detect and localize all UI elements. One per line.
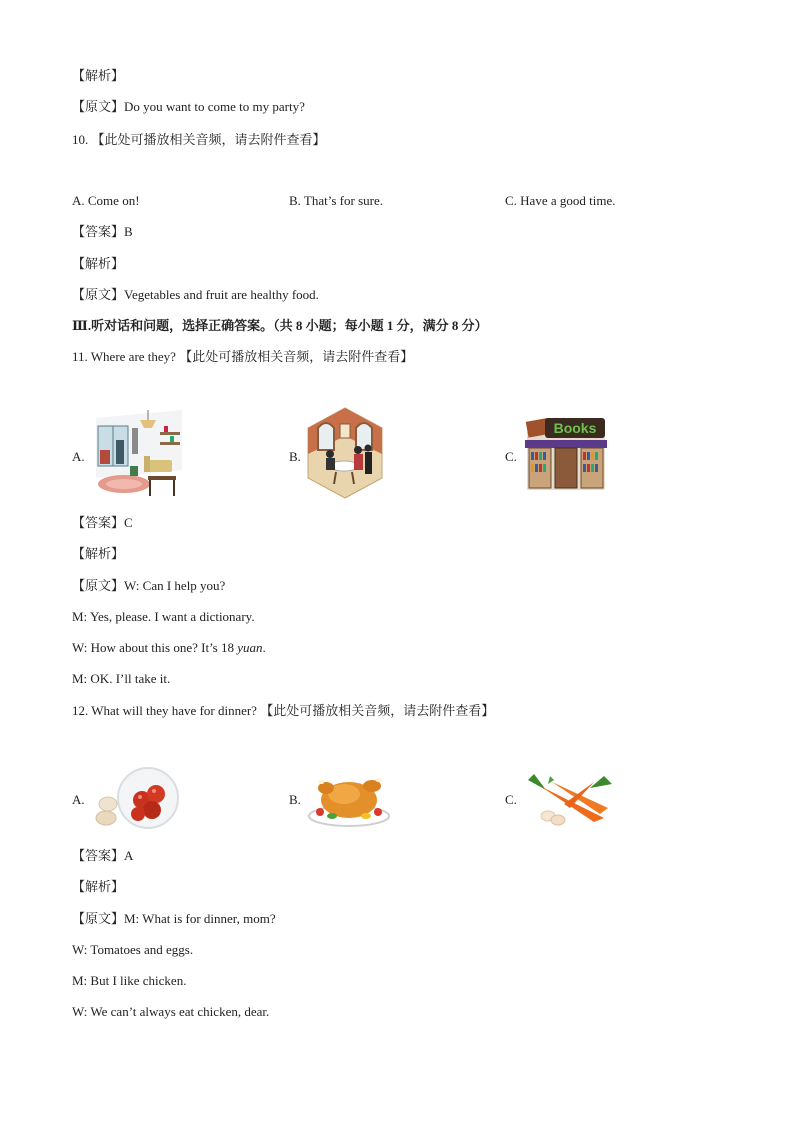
living-room-image: [94, 410, 184, 502]
option-b: B. That’s for sure.: [289, 193, 383, 208]
transcript-line: 【原文】W: Can I help you?: [72, 578, 226, 593]
option-b-label: B.: [289, 792, 301, 807]
transcript-line: M: But I like chicken.: [72, 973, 187, 988]
answer-label: 【答案】C: [72, 515, 133, 530]
bookstore-sign-text: Books: [553, 420, 597, 436]
option-a-label: A.: [72, 449, 85, 464]
analysis-label: 【解析】: [72, 256, 125, 271]
analysis-label: 【解析】: [72, 68, 125, 83]
transcript-line: 【原文】Do you want to come to my party?: [72, 99, 305, 114]
option-c-label: C.: [505, 792, 517, 807]
restaurant-image: [306, 406, 384, 500]
answer-label: 【答案】B: [72, 224, 133, 239]
transcript-line: M: Yes, please. I want a dictionary.: [72, 609, 255, 624]
transcript-line: W: We can’t always eat chicken, dear.: [72, 1004, 270, 1019]
transcript-line: 【原文】Vegetables and fruit are healthy food.: [72, 287, 319, 302]
question-12: 12. What will they have for dinner? 【此处可播放相关音频，请去附件查看】: [72, 703, 495, 718]
analysis-label: 【解析】: [72, 879, 125, 894]
transcript-line: 【原文】M: What is for dinner, mom?: [72, 911, 276, 926]
option-c-label: C.: [505, 449, 517, 464]
section-heading: Ⅲ.听对话和问题，选择正确答案。（共 8 小题；每小题 1 分，满分 8 分）: [72, 318, 488, 333]
tomatoes-and-eggs-image: [94, 764, 184, 830]
option-b-label: B.: [289, 449, 301, 464]
bookstore-image: [525, 418, 607, 492]
carrots-image: [524, 770, 616, 828]
answer-label: 【答案】A: [72, 848, 134, 863]
option-a-label: A.: [72, 792, 85, 807]
option-c: C. Have a good time.: [505, 193, 616, 208]
transcript-line: W: Tomatoes and eggs.: [72, 942, 194, 957]
transcript-line: W: How about this one? It’s 18 yuan.: [72, 640, 266, 655]
question-11: 11. Where are they? 【此处可播放相关音频，请去附件查看】: [72, 349, 414, 364]
analysis-label: 【解析】: [72, 546, 125, 561]
question-10: 10. 【此处可播放相关音频，请去附件查看】: [72, 132, 326, 147]
transcript-line: M: OK. I’ll take it.: [72, 671, 171, 686]
roast-chicken-image: [306, 768, 392, 828]
option-a: A. Come on!: [72, 193, 140, 208]
